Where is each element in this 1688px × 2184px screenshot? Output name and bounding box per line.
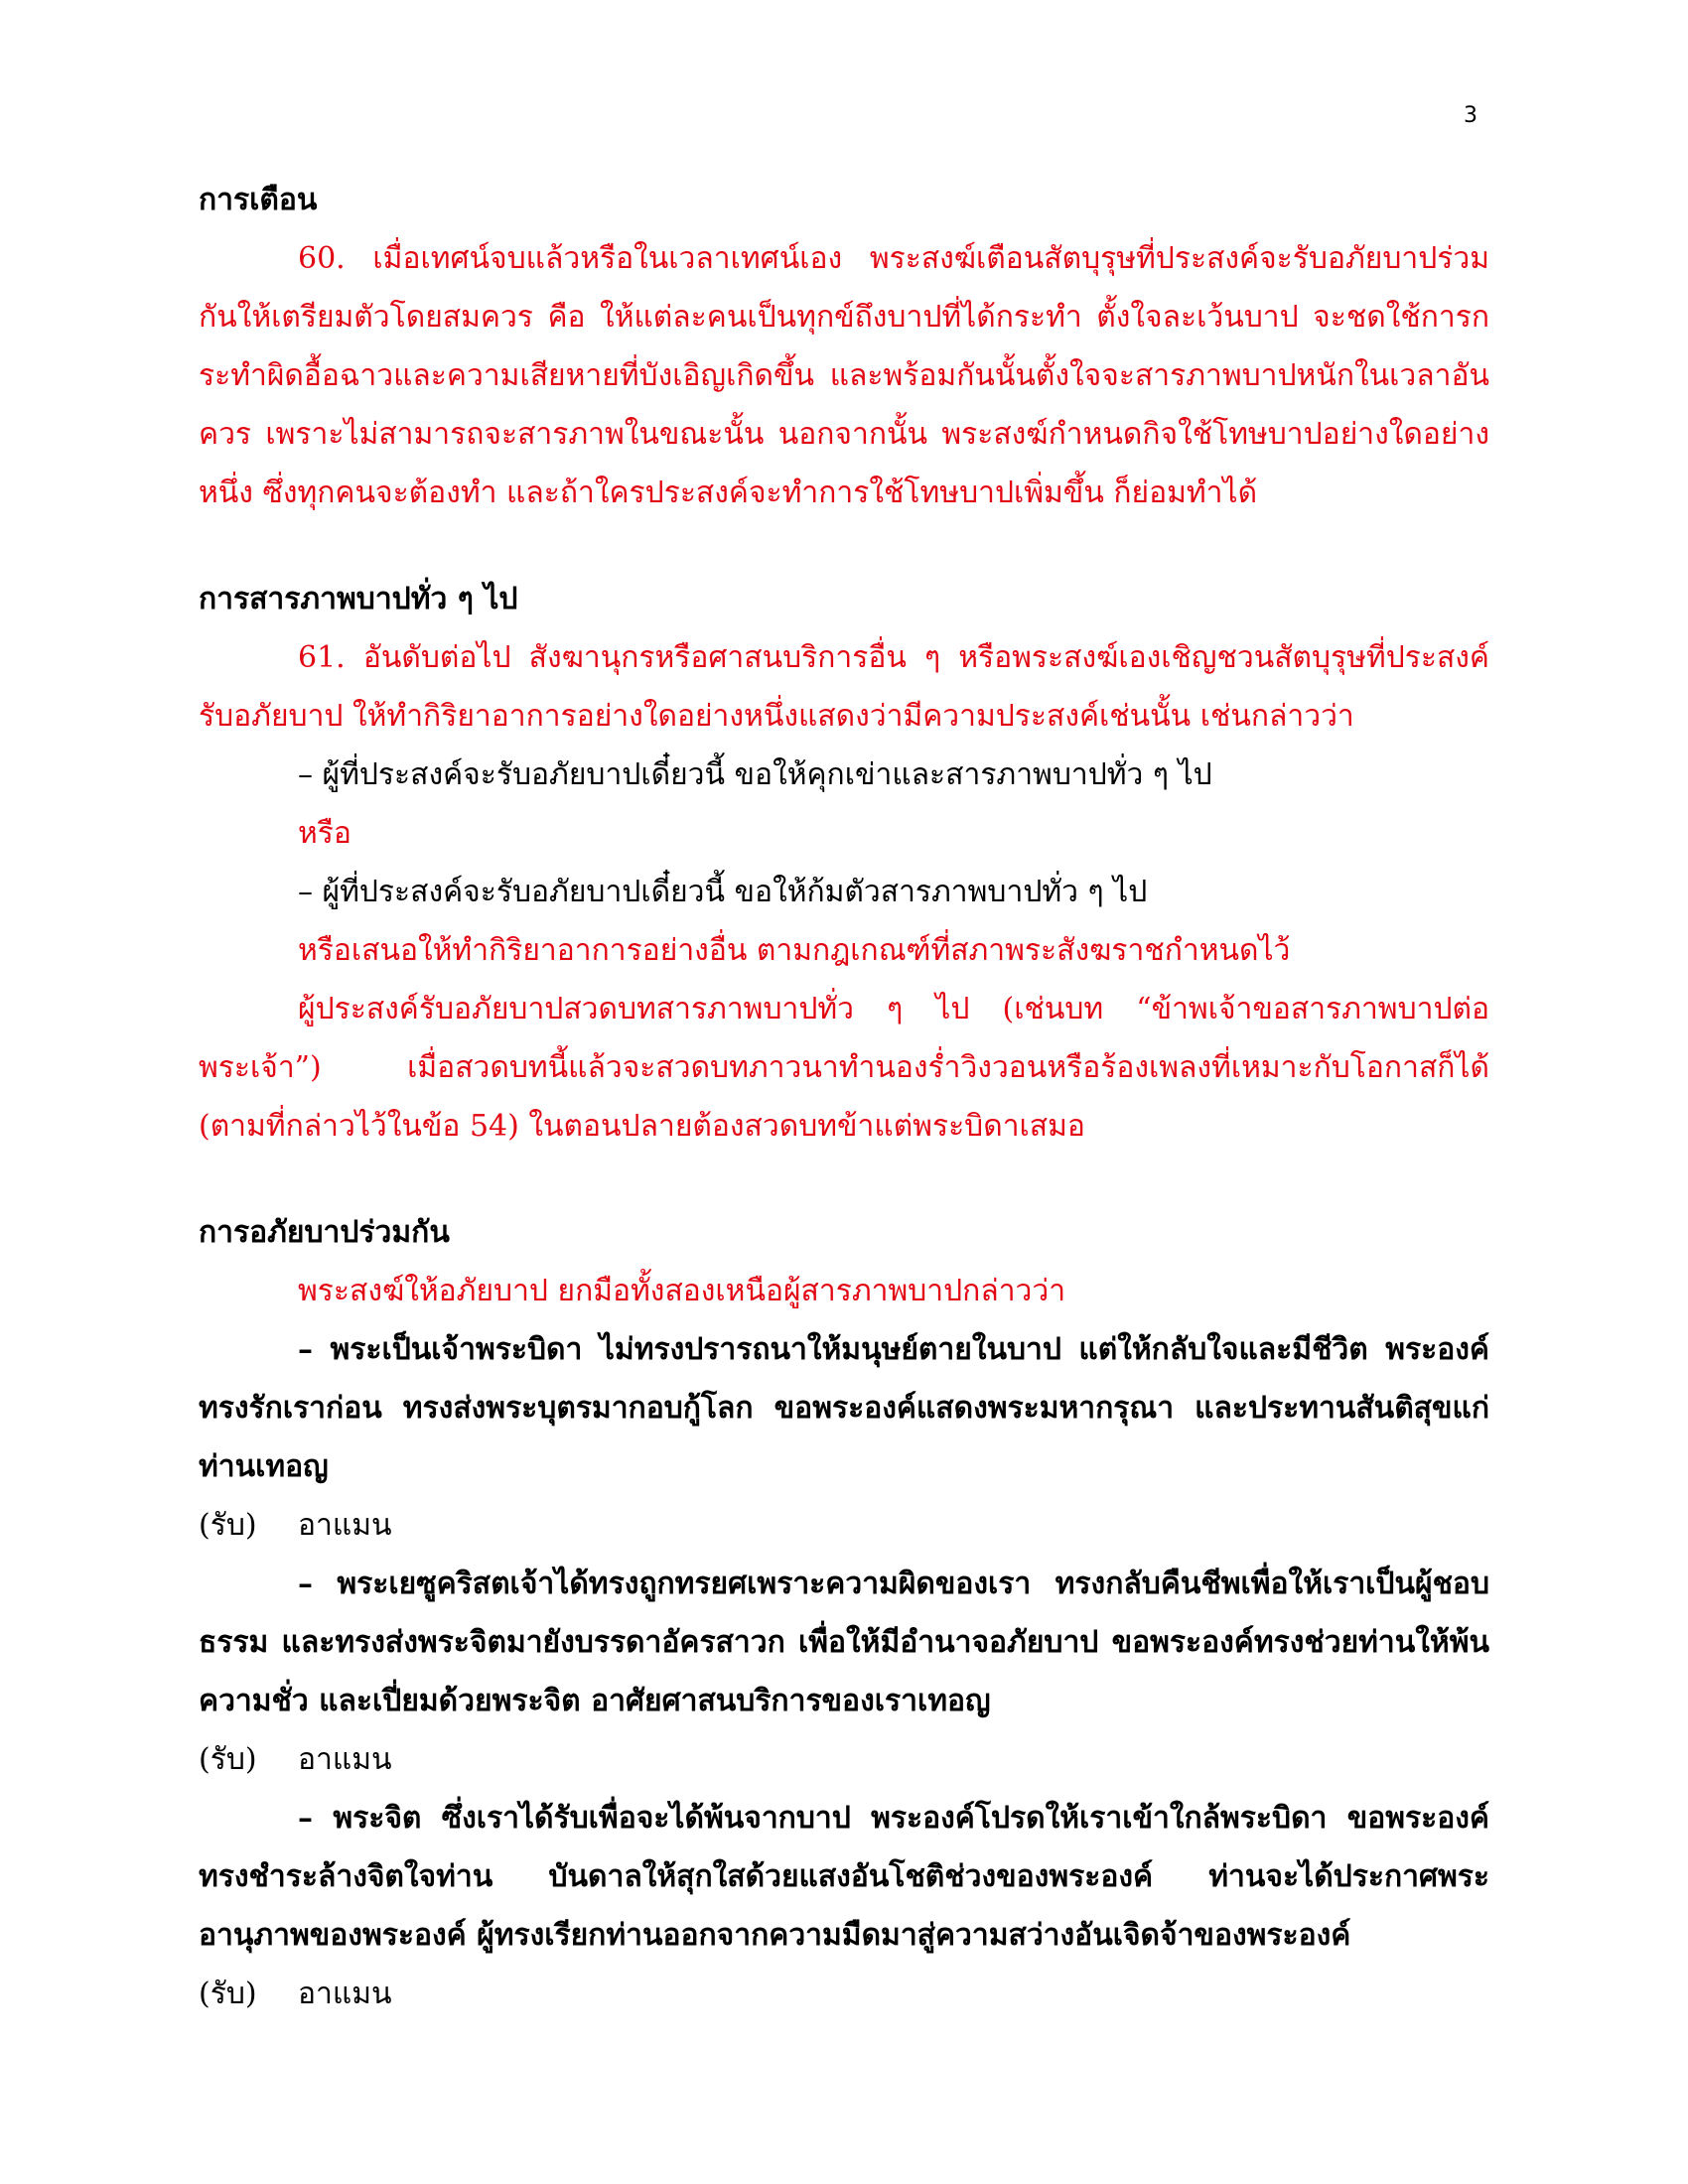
response-text: อาแมน — [298, 1977, 392, 2011]
or-label: หรือ — [298, 816, 352, 851]
section-gap — [199, 522, 1489, 570]
response-label: (รับ) — [199, 1508, 257, 1543]
section-heading-general-confession: การสารภาพบาปทั่ว ๆ ไป — [199, 582, 518, 616]
confession-option-kneel: – ผู้ที่ประสงค์จะรับอภัยบาปเดี๋ยวนี้ ขอให้คุกเข่าและสารภาพบาปทั่ว ๆ ไป — [298, 757, 1212, 792]
response-row — [199, 1965, 1489, 2023]
absolution-prayer-spirit: – พระจิต ซึ่งเราได้รับเพื่อจะได้พ้นจากบาป พระองค์โปรดให้เราเข้าใกล้พระบิดา ขอพระองค์ทรงชำระล้างจิตใจท่าน บันดาลให้สุกใสด้วยแสงอันโชติช่วงของพระองค์ ท่านจะได้ประกาศพระอานุภาพของพระองค์ ผู้ทรงเรียกท่านออกจากความมืดมาสู่ความสว่างอันเจิดจ้าของพระองค์ — [199, 1801, 1489, 1953]
response-label: (รับ) — [199, 1977, 257, 2011]
page-number: 3 — [1464, 103, 1477, 128]
other-gesture-rubric: หรือเสนอให้ทำกิริยาอาการอย่างอื่น ตามกฎเกณฑ์ที่สภาพระสังฆราชกำหนดไว้ — [298, 933, 1291, 968]
response-text: อาแมน — [298, 1742, 392, 1777]
document-body — [199, 171, 1489, 2023]
response-text: อาแมน — [298, 1508, 392, 1543]
response-row — [199, 1496, 1489, 1555]
section-gap — [199, 1156, 1489, 1203]
absolution-prayer-son: – พระเยซูคริสตเจ้าได้ทรงถูกทรยศเพราะความผิดของเรา ทรงกลับคืนชีพเพื่อให้เราเป็นผู้ชอบธรรม และทรงส่งพระจิตมายังบรรดาอัครสาวก เพื่อให้มีอำนาจอภัยบาป ขอพระองค์ทรงช่วยท่านให้พ้นความชั่ว และเปี่ยมด้วยพระจิต อาศัยศาสนบริการของเราเทอญ — [199, 1567, 1489, 1718]
section-heading-warning: การเตือน — [199, 183, 318, 217]
absolution-prayer-father: – พระเป็นเจ้าพระบิดา ไม่ทรงปรารถนาให้มนุษย์ตายในบาป แต่ให้กลับใจและมีชีวิต พระองค์ทรงรักเราก่อน ทรงส่งพระบุตรมากอบกู้โลก ขอพระองค์แสดงพระมหากรุณา และประทานสันติสุขแก่ท่านเทอญ — [199, 1332, 1489, 1484]
response-label: (รับ) — [199, 1742, 257, 1777]
confession-option-bow: – ผู้ที่ประสงค์จะรับอภัยบาปเดี๋ยวนี้ ขอให้ก้มตัวสารภาพบาปทั่ว ๆ ไป — [298, 875, 1148, 909]
paragraph-60: 60. เมื่อเทศน์จบแล้วหรือในเวลาเทศน์เอง พระสงฆ์เตือนสัตบุรุษที่ประสงค์จะรับอภัยบาปร่วมกันให้เตรียมตัวโดยสมควร คือ ให้แต่ละคนเป็นทุกข์ถึงบาปที่ได้กระทำ ตั้งใจละเว้นบาป จะชดใช้การกระทำผิดอื้อฉาวและความเสียหายที่บังเอิญเกิดขึ้น และพร้อมกันนั้นตั้งใจจะสารภาพบาปหนักในเวลาอันควร เพราะไม่สามารถจะสารภาพในขณะนั้น นอกจากนั้น พระสงฆ์กำหนดกิจใช้โทษบาปอย่างใดอย่างหนึ่ง ซึ่งทุกคนจะต้องทำ และถ้าใครประสงค์จะทำการใช้โทษบาปเพิ่มขึ้น ก็ย่อมทำได้ — [199, 241, 1489, 510]
recite-confession-rubric: ผู้ประสงค์รับอภัยบาปสวดบทสารภาพบาปทั่ว ๆ ไป (เช่นบท “ข้าพเจ้าขอสารภาพบาปต่อพระเจ้า”) เมื่อสวดบทนี้แล้วจะสวดบทภาวนาทำนองร่ำวิงวอนหรือร้องเพลงที่เหมาะกับโอกาสก็ได้ (ตามที่กล่าวไว้ในข้อ 54) ในตอนปลายต้องสวดบทข้าแต่พระบิดาเสมอ — [199, 992, 1489, 1144]
absolution-rubric: พระสงฆ์ให้อภัยบาป ยกมือทั้งสองเหนือผู้สารภาพบาปกล่าวว่า — [298, 1274, 1066, 1308]
paragraph-61: 61. อันดับต่อไป สังฆานุกรหรือศาสนบริการอื่น ๆ หรือพระสงฆ์เองเชิญชวนสัตบุรุษที่ประสงค์รับอภัยบาป ให้ทำกิริยาอาการอย่างใดอย่างหนึ่งแสดงว่ามีความประสงค์เช่นนั้น เช่นกล่าวว่า — [199, 640, 1489, 734]
response-row — [199, 1730, 1489, 1789]
section-heading-absolution: การอภัยบาปร่วมกัน — [199, 1215, 450, 1250]
